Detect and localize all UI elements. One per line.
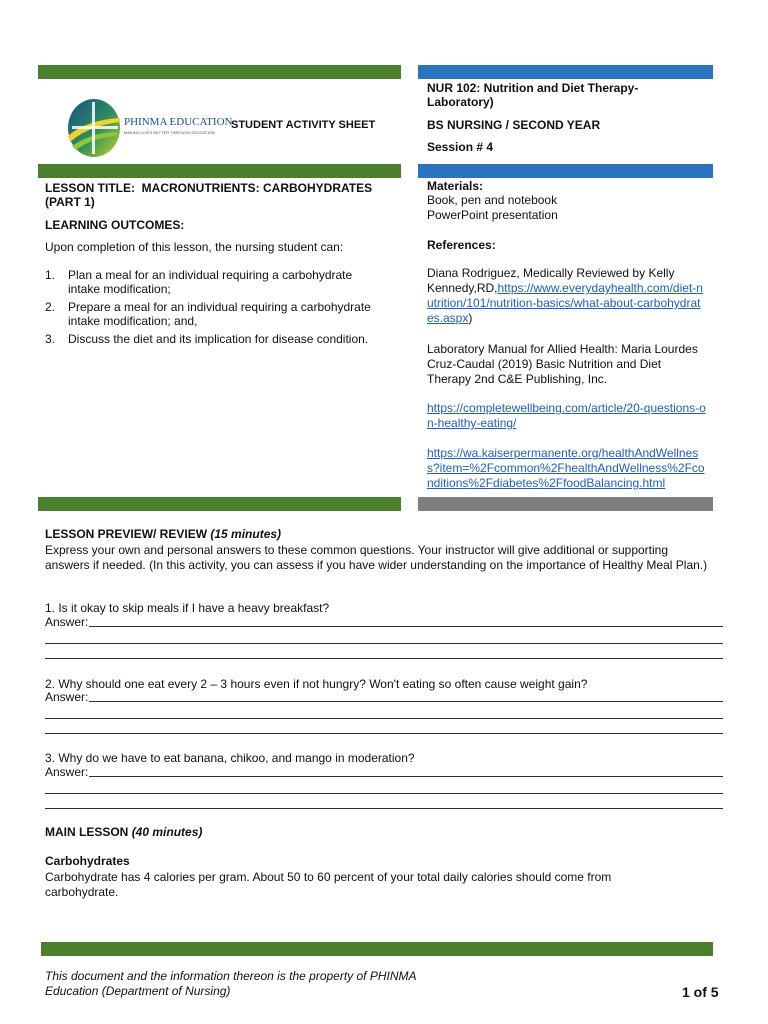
outcome-item [45,268,385,296]
reference-3-link[interactable]: https://completewellbeing.com/article/20-questions-on-healthy-eating/ [427,401,706,430]
lesson-title-text: MACRONUTRIENTS: CARBOHYDRATES (PART 1) [45,181,373,209]
phinma-globe-icon [66,98,122,158]
answer-label: Answer: [45,690,89,704]
preview-heading-text: LESSON PREVIEW/ REVIEW [45,527,208,541]
answer-field-3[interactable] [45,765,723,779]
phinma-logo [66,98,233,158]
sheet-title: STUDENT ACTIVITY SHEET [231,119,376,131]
main-lesson-heading-text: MAIN LESSON [45,825,129,839]
section-end-bar-right [418,497,713,511]
course-title: NUR 102: Nutrition and Diet Therapy-Laboratory) [427,81,639,109]
section-end-bar-left [38,497,401,511]
footer-notice: This document and the information thereon is the property of PHINMA Education (Department of Nursing) [45,969,417,998]
outcome-item [45,332,385,346]
carbohydrates-heading: Carbohydrates [45,854,130,868]
answer-label: Answer: [45,615,89,629]
main-lesson-duration: (40 minutes) [131,825,203,839]
preview-intro: Express your own and personal answers to these common questions. Your instructor will give additional or supporting answers if needed. (In this activity, you can assess if you have wider understanding on the importance of Healthy Meal Plan.) [45,543,708,572]
answer-field-1[interactable] [45,615,723,629]
section-bar-left [38,164,401,178]
program-year: BS NURSING / SECOND YEAR [427,118,601,132]
outcome-number: 1. [45,268,56,282]
question-1: 1. Is it okay to skip meals if I have a heavy breakfast? [45,601,330,615]
outcome-text: Discuss the diet and its implication for disease condition. [68,332,369,346]
outcome-item [45,300,385,328]
page-number: 1 of 5 [682,984,719,1000]
session-number: Session # 4 [427,140,494,154]
answer-label: Answer: [45,765,89,779]
footer-bar [41,942,713,956]
answer-line [45,643,723,644]
outcomes-intro: Upon completion of this lesson, the nursing student can: [45,240,344,254]
reference-2: Laboratory Manual for Allied Health: Maria Lourdes Cruz-Caudal (2019) Basic Nutrition and Diet Therapy 2nd C&E Publishing, Inc. [427,342,698,386]
answer-line [45,658,723,659]
answer-line [45,718,723,719]
section-bar-right [418,164,713,178]
reference-1-close: ) [468,311,473,325]
logo-tagline: MAKING LIVES BETTER THROUGH EDUCATION [124,130,215,135]
outcomes-list [45,268,385,350]
reference-4-link[interactable]: https://wa.kaiserpermanente.org/healthAndWellness?item=%2Fcommon%2FhealthAndWellness%2Fconditions%2Fdiabetes%2FfoodBalancing.html [427,446,705,490]
outcomes-heading: LEARNING OUTCOMES: [45,218,185,232]
preview-heading [45,527,281,541]
reference-1-text: Diana Rodriguez, Medically Reviewed by Kelly Kennedy,RD, [427,266,675,295]
outcome-text: Prepare a meal for an individual requiring a carbohydrate intake modification; and, [68,300,371,328]
materials-list [427,193,558,223]
answer-line [89,701,723,702]
answer-line [89,626,723,627]
material-item: Book, pen and notebook [427,193,558,207]
materials-heading: Materials: [427,179,484,193]
header-bar-right [418,65,713,79]
question-3: 3. Why do we have to eat banana, chikoo, and mango in moderation? [45,751,415,765]
reference-4 [427,446,707,491]
logo-name: PHINMA EDUCATION [124,116,233,128]
outcome-number: 3. [45,332,56,346]
lesson-title [45,181,400,209]
answer-line [45,808,723,809]
reference-1-link[interactable]: https://www.everydayhealth.com/diet-nutrition/101/nutrition-basics/what-about-carbohydrates.aspx [427,281,703,325]
preview-duration: (15 minutes) [210,527,282,541]
question-2: 2. Why should one eat every 2 – 3 hours even if not hungry? Won't eating so often cause weight gain? [45,677,588,691]
outcome-text: Plan a meal for an individual requiring a carbohydrate intake modification; [68,268,353,296]
main-lesson-heading [45,825,202,839]
lesson-title-label: LESSON TITLE: [45,181,135,195]
header-bar-left [38,65,401,79]
references-heading: References: [427,238,496,252]
answer-field-2[interactable] [45,690,723,704]
reference-3 [427,401,707,431]
answer-line [45,733,723,734]
answer-line [89,776,723,777]
material-item: PowerPoint presentation [427,208,558,222]
reference-1 [427,266,705,326]
outcome-number: 2. [45,300,56,314]
answer-line [45,793,723,794]
carbohydrates-body: Carbohydrate has 4 calories per gram. About 50 to 60 percent of your total daily calories should come from carbohydrate. [45,870,612,899]
